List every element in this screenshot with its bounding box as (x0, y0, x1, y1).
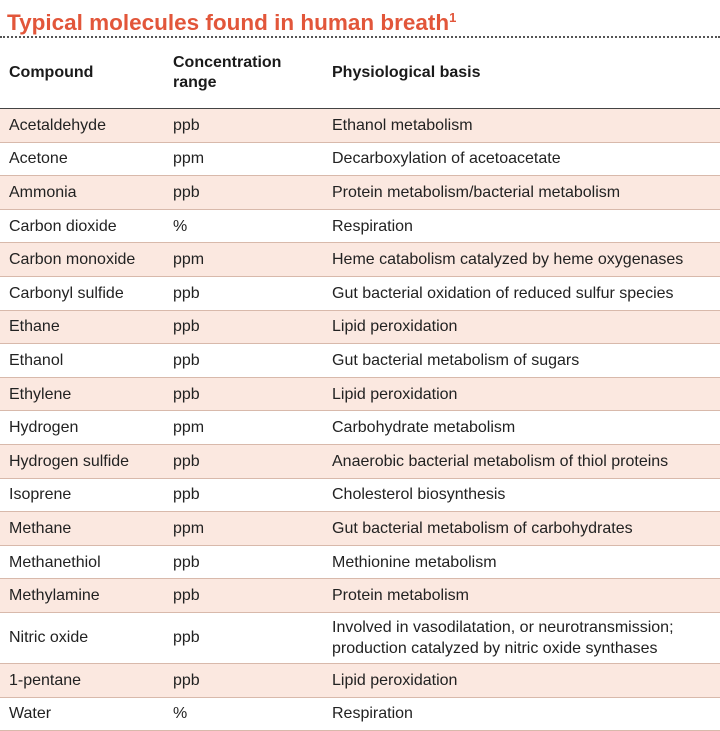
cell-range: ppb (173, 486, 200, 504)
cell-range: ppb (173, 587, 200, 605)
cell-range: % (173, 705, 188, 723)
table-row (0, 545, 720, 579)
table-row (0, 444, 720, 478)
table-header-row (0, 38, 720, 109)
cell-basis: Heme catabolism catalyzed by heme oxygenases (332, 251, 684, 269)
cell-range: ppm (173, 419, 205, 437)
cell-compound: Hydrogen sulfide (9, 452, 130, 470)
header-basis: Physiological basis (332, 64, 481, 81)
cell-basis: Lipid peroxidation (332, 385, 458, 403)
cell-range: ppb (173, 385, 200, 403)
table-row (0, 310, 720, 344)
cell-basis: Methionine metabolism (332, 553, 497, 571)
cell-compound: 1-pentane (9, 671, 82, 689)
cell-basis: Gut bacterial metabolism of sugars (332, 351, 580, 369)
table-row (0, 344, 720, 378)
cell-range: ppb (173, 351, 200, 369)
cell-range: ppb (173, 452, 200, 470)
cell-basis: Lipid peroxidation (332, 671, 458, 689)
cell-compound: Ethanol (9, 351, 64, 369)
cell-basis: Involved in vasodilatation, or neurotransmission; production catalyzed by nitric oxide synthases (332, 618, 674, 657)
table-row (0, 109, 720, 143)
cell-compound: Ammonia (9, 183, 77, 201)
table-row (0, 209, 720, 243)
cell-compound: Acetaldehyde (9, 116, 106, 134)
cell-basis: Gut bacterial metabolism of carbohydrates (332, 519, 633, 537)
cell-basis: Respiration (332, 705, 413, 723)
cell-basis: Carbohydrate metabolism (332, 419, 516, 437)
cell-range: ppb (173, 553, 200, 571)
cell-basis: Ethanol metabolism (332, 116, 473, 134)
table-row (0, 176, 720, 210)
cell-compound: Isoprene (9, 486, 72, 504)
cell-basis: Protein metabolism/bacterial metabolism (332, 183, 621, 201)
cell-range: ppb (173, 284, 200, 302)
cell-compound: Hydrogen (9, 419, 79, 437)
table-row (0, 411, 720, 445)
molecules-table (0, 38, 720, 731)
title-footnote: 1 (449, 10, 457, 25)
cell-range: ppm (173, 251, 205, 269)
title-text: Typical molecules found in human breath (7, 10, 450, 35)
cell-compound: Carbon dioxide (9, 217, 117, 235)
cell-compound: Methanethiol (9, 553, 101, 571)
cell-range: ppb (173, 629, 200, 647)
table-row (0, 142, 720, 176)
cell-compound: Ethylene (9, 385, 72, 403)
table-row (0, 612, 720, 663)
table-row (0, 512, 720, 546)
cell-range: ppm (173, 519, 205, 537)
cell-compound: Water (9, 705, 52, 723)
cell-basis: Cholesterol biosynthesis (332, 486, 506, 504)
table-row (0, 478, 720, 512)
cell-range: % (173, 217, 188, 235)
cell-range: ppb (173, 183, 200, 201)
header-compound: Compound (9, 64, 94, 81)
header-concentration: Concentration range (173, 54, 282, 91)
cell-range: ppb (173, 671, 200, 689)
cell-range: ppb (173, 318, 200, 336)
cell-basis: Decarboxylation of acetoacetate (332, 150, 561, 168)
page-title (0, 0, 720, 36)
table-row (0, 663, 720, 697)
cell-basis: Protein metabolism (332, 587, 469, 605)
cell-compound: Nitric oxide (9, 629, 89, 647)
cell-compound: Methylamine (9, 587, 100, 605)
table-row (0, 579, 720, 613)
cell-compound: Acetone (9, 150, 68, 168)
table-row (0, 697, 720, 731)
cell-range: ppb (173, 116, 200, 134)
table-row (0, 243, 720, 277)
cell-basis: Lipid peroxidation (332, 318, 458, 336)
cell-range: ppm (173, 150, 205, 168)
table-row (0, 276, 720, 310)
cell-compound: Ethane (9, 318, 60, 336)
cell-compound: Carbon monoxide (9, 251, 136, 269)
cell-compound: Methane (9, 519, 72, 537)
table-row (0, 377, 720, 411)
cell-basis: Anaerobic bacterial metabolism of thiol proteins (332, 452, 669, 470)
cell-basis: Gut bacterial oxidation of reduced sulfur species (332, 284, 674, 302)
cell-compound: Carbonyl sulfide (9, 284, 124, 302)
cell-basis: Respiration (332, 217, 413, 235)
